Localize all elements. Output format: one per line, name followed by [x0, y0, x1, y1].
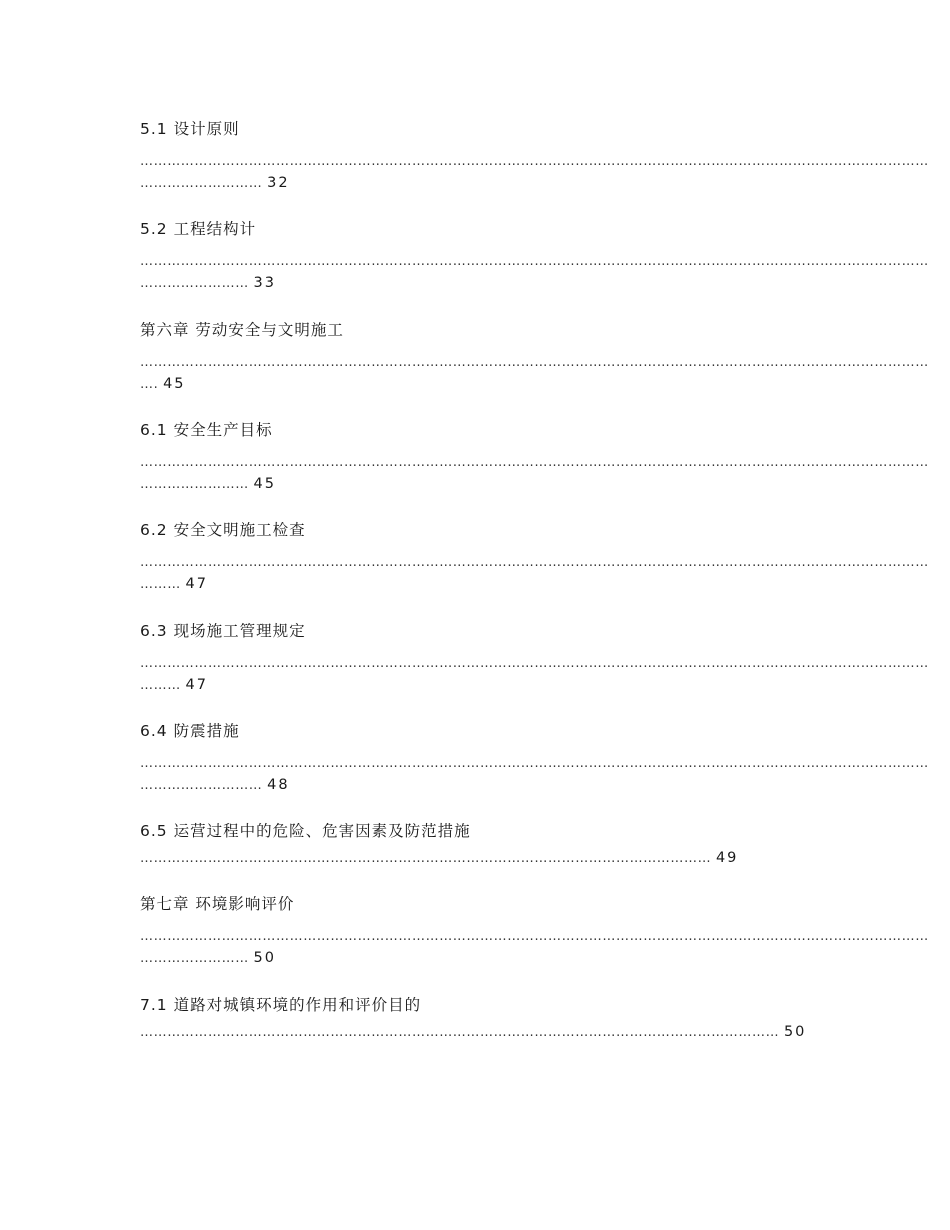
toc-entry-title: 5.2 工程结构计 — [140, 220, 257, 238]
toc-dot-leader-tail — [140, 174, 290, 193]
toc-entry-title: 6.4 防震措施 — [140, 722, 240, 740]
toc-dot-leader-tail — [140, 274, 276, 293]
toc-entry-title: 7.1 道路对城镇环境的作用和评价目的 — [140, 996, 422, 1014]
toc-dot-leader: ………………………………………………………………………………………………………………………………………………………… — [140, 555, 929, 570]
toc-dot-leader-tail — [140, 575, 208, 594]
toc-page-number: 48 — [267, 777, 290, 793]
toc-page-number: 47 — [185, 576, 208, 592]
toc-dot-leader-tail — [140, 849, 738, 868]
toc-dot-leader: …………………… — [140, 477, 249, 492]
toc-dot-leader: …………………… — [140, 951, 249, 966]
toc-page-number: 33 — [253, 275, 276, 291]
toc-entry-title: 6.3 现场施工管理规定 — [140, 622, 306, 640]
toc-dot-leader-tail — [140, 949, 276, 968]
toc-dot-leader: ……………………… — [140, 778, 263, 793]
toc-entry-title: 6.1 安全生产目标 — [140, 421, 273, 439]
toc-dot-leader: …………………………………………………………………………………………………………………………… — [140, 1025, 780, 1040]
toc-dot-leader: ……… — [140, 678, 181, 693]
toc-page-number: 50 — [253, 950, 276, 966]
toc-page-number: 45 — [253, 476, 276, 492]
toc-dot-leader-tail — [140, 676, 208, 695]
toc-page-number: 32 — [267, 175, 290, 191]
toc-page-number: 50 — [783, 1024, 807, 1040]
toc-page-number: 45 — [163, 376, 186, 392]
toc-entry-title: 第七章 环境影响评价 — [140, 895, 295, 913]
toc-entry-title: 6.2 安全文明施工检查 — [140, 521, 306, 539]
toc-dot-leader: ……………………………………………………………………………………………………………… — [140, 851, 712, 866]
toc-page-number: 49 — [715, 850, 739, 866]
toc-dot-leader-tail — [140, 375, 186, 394]
toc-dot-leader: ………………………………………………………………………………………………………………………………………………………… — [140, 656, 929, 671]
toc-dot-leader-tail — [140, 475, 276, 494]
toc-page-number: 47 — [185, 677, 208, 693]
toc-dot-leader: ………………………………………………………………………………………………………………………………………………………… — [140, 254, 929, 269]
toc-entry-title: 5.1 设计原则 — [140, 120, 240, 138]
toc-dot-leader-tail — [140, 1023, 806, 1042]
toc-dot-leader: ………………………………………………………………………………………………………………………………………………………… — [140, 154, 929, 169]
toc-entry-title: 第六章 劳动安全与文明施工 — [140, 321, 344, 339]
toc-dot-leader: ……… — [140, 577, 181, 592]
toc-dot-leader: …………………… — [140, 276, 249, 291]
toc-dot-leader: …. — [140, 377, 159, 392]
toc-dot-leader: ………………………………………………………………………………………………………………………………………………………… — [140, 756, 929, 771]
toc-dot-leader: ……………………… — [140, 176, 263, 191]
toc-entry-title: 6.5 运营过程中的危险、危害因素及防范措施 — [140, 822, 471, 840]
toc-dot-leader: ………………………………………………………………………………………………………………………………………………………… — [140, 355, 929, 370]
toc-dot-leader: ………………………………………………………………………………………………………………………………………………………… — [140, 929, 929, 944]
toc-dot-leader: ………………………………………………………………………………………………………………………………………………………… — [140, 455, 929, 470]
toc-dot-leader-tail — [140, 776, 290, 795]
